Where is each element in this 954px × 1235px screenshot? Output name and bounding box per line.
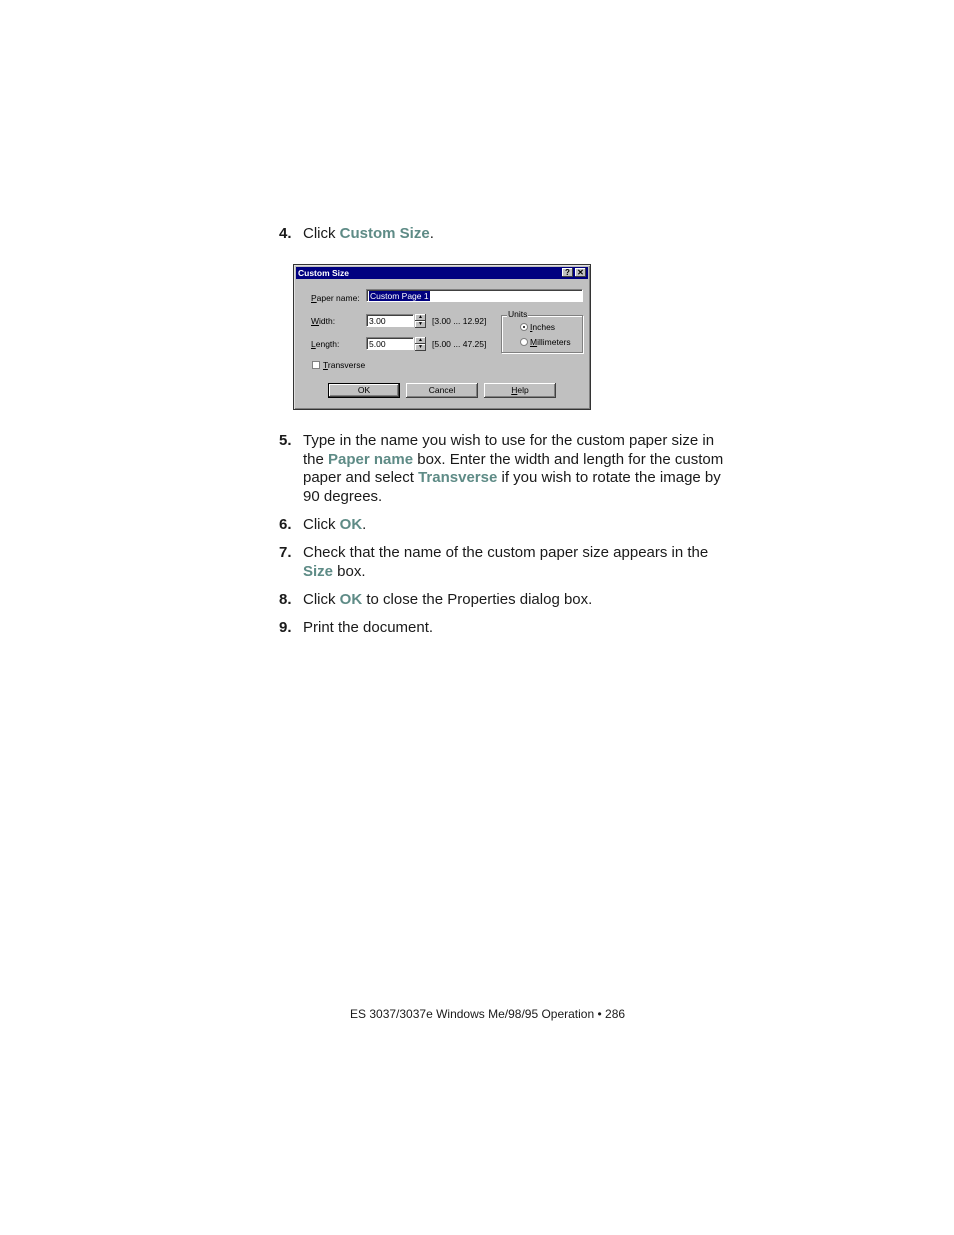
millimeters-label: Millimeters [530, 337, 571, 347]
step-text: Click Custom Size. [303, 225, 434, 242]
length-label: Length: [311, 339, 340, 349]
highlight-custom-size: Custom Size [339, 225, 430, 242]
highlight-ok: OK [339, 516, 363, 533]
dialog-titlebar [296, 267, 588, 279]
help-button[interactable]: Help [484, 383, 556, 398]
spin-down-icon: ▼ [415, 321, 426, 328]
millimeters-radio[interactable] [520, 338, 528, 346]
width-spinner[interactable] [415, 314, 426, 329]
length-range: [5.00 ... 47.25] [432, 339, 487, 349]
units-group [501, 309, 583, 353]
spin-up-icon: ▲ [415, 337, 426, 344]
custom-size-dialog [293, 264, 591, 410]
step-number: 9. [279, 619, 292, 636]
width-label: Width: [311, 316, 336, 326]
step-8 [279, 591, 739, 610]
width-range: [3.00 ... 12.92] [432, 316, 487, 326]
highlight-size: Size [303, 562, 334, 580]
step-9 [279, 619, 739, 638]
transverse-label: Transverse [323, 360, 366, 370]
step-number: 8. [279, 591, 292, 608]
step-number: 6. [279, 516, 292, 533]
width-input[interactable]: 3.00 [366, 314, 414, 327]
step-6 [279, 516, 739, 535]
ok-button[interactable]: OK [328, 383, 400, 398]
step-4 [279, 225, 739, 244]
step-number: 4. [279, 225, 292, 242]
step-text: Check that the name of the custom paper size appears in the Size box. [303, 544, 709, 580]
spin-down-icon: ▼ [415, 344, 426, 351]
step-text: Type in the name you wish to use for the custom paper size in the Paper name box. Enter the width and length for the custom paper and select Transverse if you wish to rotate the image by 90 degrees. [303, 432, 724, 505]
units-title: Units [508, 309, 528, 319]
step-7 [279, 544, 739, 581]
dialog-title: Custom Size [298, 268, 350, 278]
close-icon[interactable]: ✕ [575, 268, 586, 277]
highlight-paper-name: Paper name [328, 450, 414, 468]
step-number: 5. [279, 432, 292, 449]
step-number: 7. [279, 544, 292, 561]
length-spinner[interactable] [415, 337, 426, 352]
highlight-ok: OK [339, 591, 363, 608]
step-text: Click OK. [303, 516, 367, 533]
spin-up-icon: ▲ [415, 314, 426, 321]
step-text: Click OK to close the Properties dialog box. [303, 591, 593, 608]
highlight-transverse: Transverse [418, 469, 498, 487]
help-icon[interactable]: ? [562, 268, 573, 277]
cancel-button[interactable]: Cancel [406, 383, 478, 398]
transverse-checkbox[interactable] [312, 361, 320, 369]
step-5 [279, 432, 739, 506]
length-input[interactable]: 5.00 [366, 337, 414, 350]
page-footer: ES 3037/3037e Windows Me/98/95 Operation • 286 [350, 1007, 626, 1021]
inches-radio[interactable] [520, 323, 528, 331]
paper-name-input[interactable]: Custom Page 1 [366, 289, 583, 302]
step-text: Print the document. [303, 619, 434, 636]
inches-label: Inches [530, 322, 556, 332]
paper-name-label: Paper name: [311, 293, 360, 303]
